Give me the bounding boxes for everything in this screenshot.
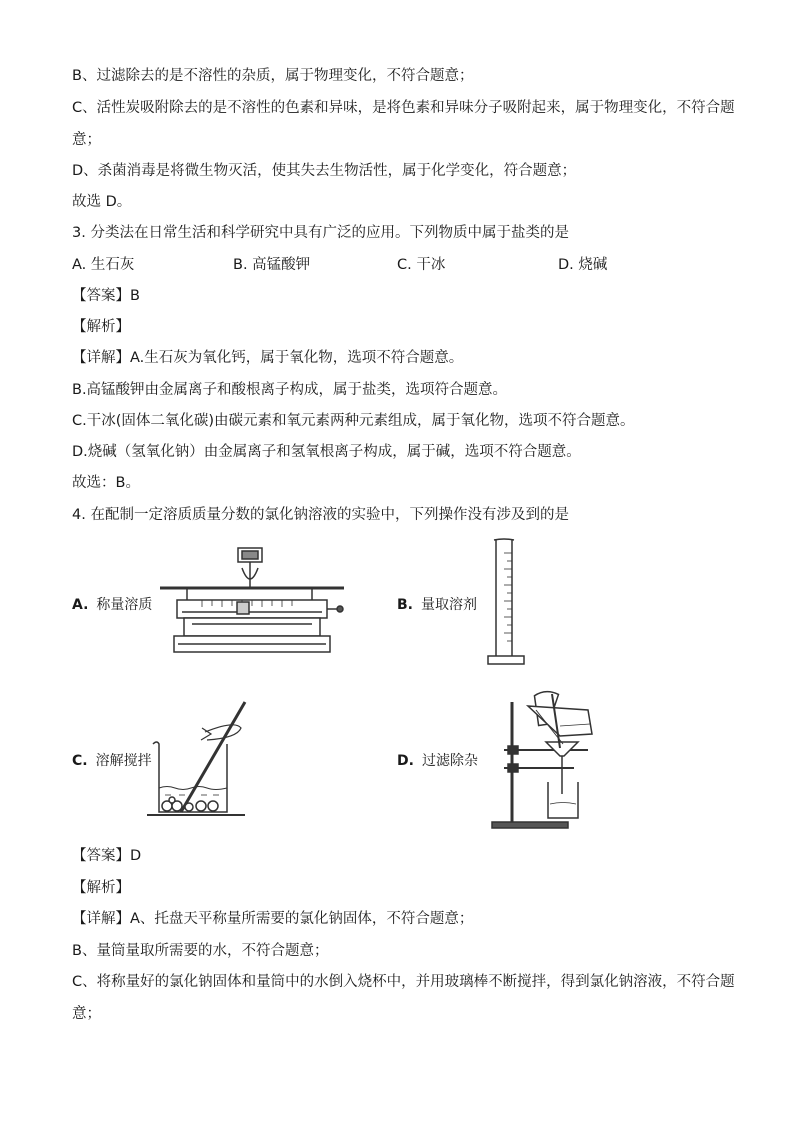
q3-option-c: C. 干冰 xyxy=(397,257,446,273)
q4-detail-b: B、量筒量取所需要的水，不符合题意； xyxy=(72,943,329,959)
q4-option-a-text: 称量溶质 xyxy=(96,597,153,613)
graduated-cylinder-icon xyxy=(484,538,544,668)
q3-detail-d: D.烧碱（氢氧化钠）由金属离子和氢氧根离子构成，属于碱，选项不符合题意。 xyxy=(72,444,581,460)
q2-option-c-explanation-line2: 意； xyxy=(72,132,101,148)
q3-option-a: A. 生石灰 xyxy=(72,257,135,273)
q4-detail-a: 【详解】A、托盘天平称量所需要的氯化钠固体，不符合题意； xyxy=(72,911,474,927)
q2-option-b-explanation: B、过滤除去的是不溶性的杂质，属于物理变化，不符合题意； xyxy=(72,68,474,84)
q3-option-b: B. 高锰酸钾 xyxy=(233,257,311,273)
q3-analysis-heading: 【解析】 xyxy=(72,319,130,335)
q4-option-a-label xyxy=(72,594,152,614)
q3-detail-a: 【详解】A.生石灰为氧化钙，属于氧化物，选项不符合题意。 xyxy=(72,350,464,366)
q4-option-a-letter: A. xyxy=(72,597,89,613)
q4-answer: 【答案】D xyxy=(72,848,142,864)
q3-conclusion: 故选：B。 xyxy=(72,475,140,491)
q2-option-c-explanation-line1: C、活性炭吸附除去的是不溶性的色素和异味，是将色素和异味分子吸附起来，属于物理变化，不符合题 xyxy=(72,100,735,116)
balance-icon xyxy=(152,540,352,665)
q4-option-d-letter: D. xyxy=(397,753,414,769)
q4-option-d-text: 过滤除杂 xyxy=(421,753,478,769)
q4-option-c-text: 溶解搅拌 xyxy=(95,753,152,769)
q4-option-d-label xyxy=(397,750,478,770)
q4-analysis-heading: 【解析】 xyxy=(72,880,130,896)
beaker-stirring-icon xyxy=(145,700,255,825)
q4-option-b-label xyxy=(397,594,477,614)
q4-option-c-letter: C. xyxy=(72,753,88,769)
q3-answer: 【答案】B xyxy=(72,288,140,304)
q4-stem: 4. 在配制一定溶质质量分数的氯化钠溶液的实验中，下列操作没有涉及到的是 xyxy=(72,507,569,523)
q2-conclusion: 故选 D。 xyxy=(72,194,132,210)
q4-option-b-text: 量取溶剂 xyxy=(421,597,477,613)
q2-option-d-explanation: D、杀菌消毒是将微生物灭活，使其失去生物活性，属于化学变化，符合题意； xyxy=(72,163,577,179)
q3-option-d: D. 烧碱 xyxy=(558,257,608,273)
q3-detail-b: B.高锰酸钾由金属离子和酸根离子构成，属于盐类，选项符合题意。 xyxy=(72,382,508,398)
q3-detail-c: C.干冰(固体二氧化碳)由碳元素和氧元素两种元素组成，属于氧化物，选项不符合题意。 xyxy=(72,413,635,429)
q3-stem: 3. 分类法在日常生活和科学研究中具有广泛的应用。下列物质中属于盐类的是 xyxy=(72,225,569,241)
q4-detail-c-line1: C、将称量好的氯化钠固体和量筒中的水倒入烧杯中，并用玻璃棒不断搅拌，得到氯化钠溶液，不符合题 xyxy=(72,974,735,990)
q4-option-c-label xyxy=(72,750,152,770)
q4-option-b-letter: B. xyxy=(397,597,413,613)
filtration-apparatus-icon xyxy=(488,686,600,832)
q4-detail-c-line2: 意； xyxy=(72,1006,101,1022)
